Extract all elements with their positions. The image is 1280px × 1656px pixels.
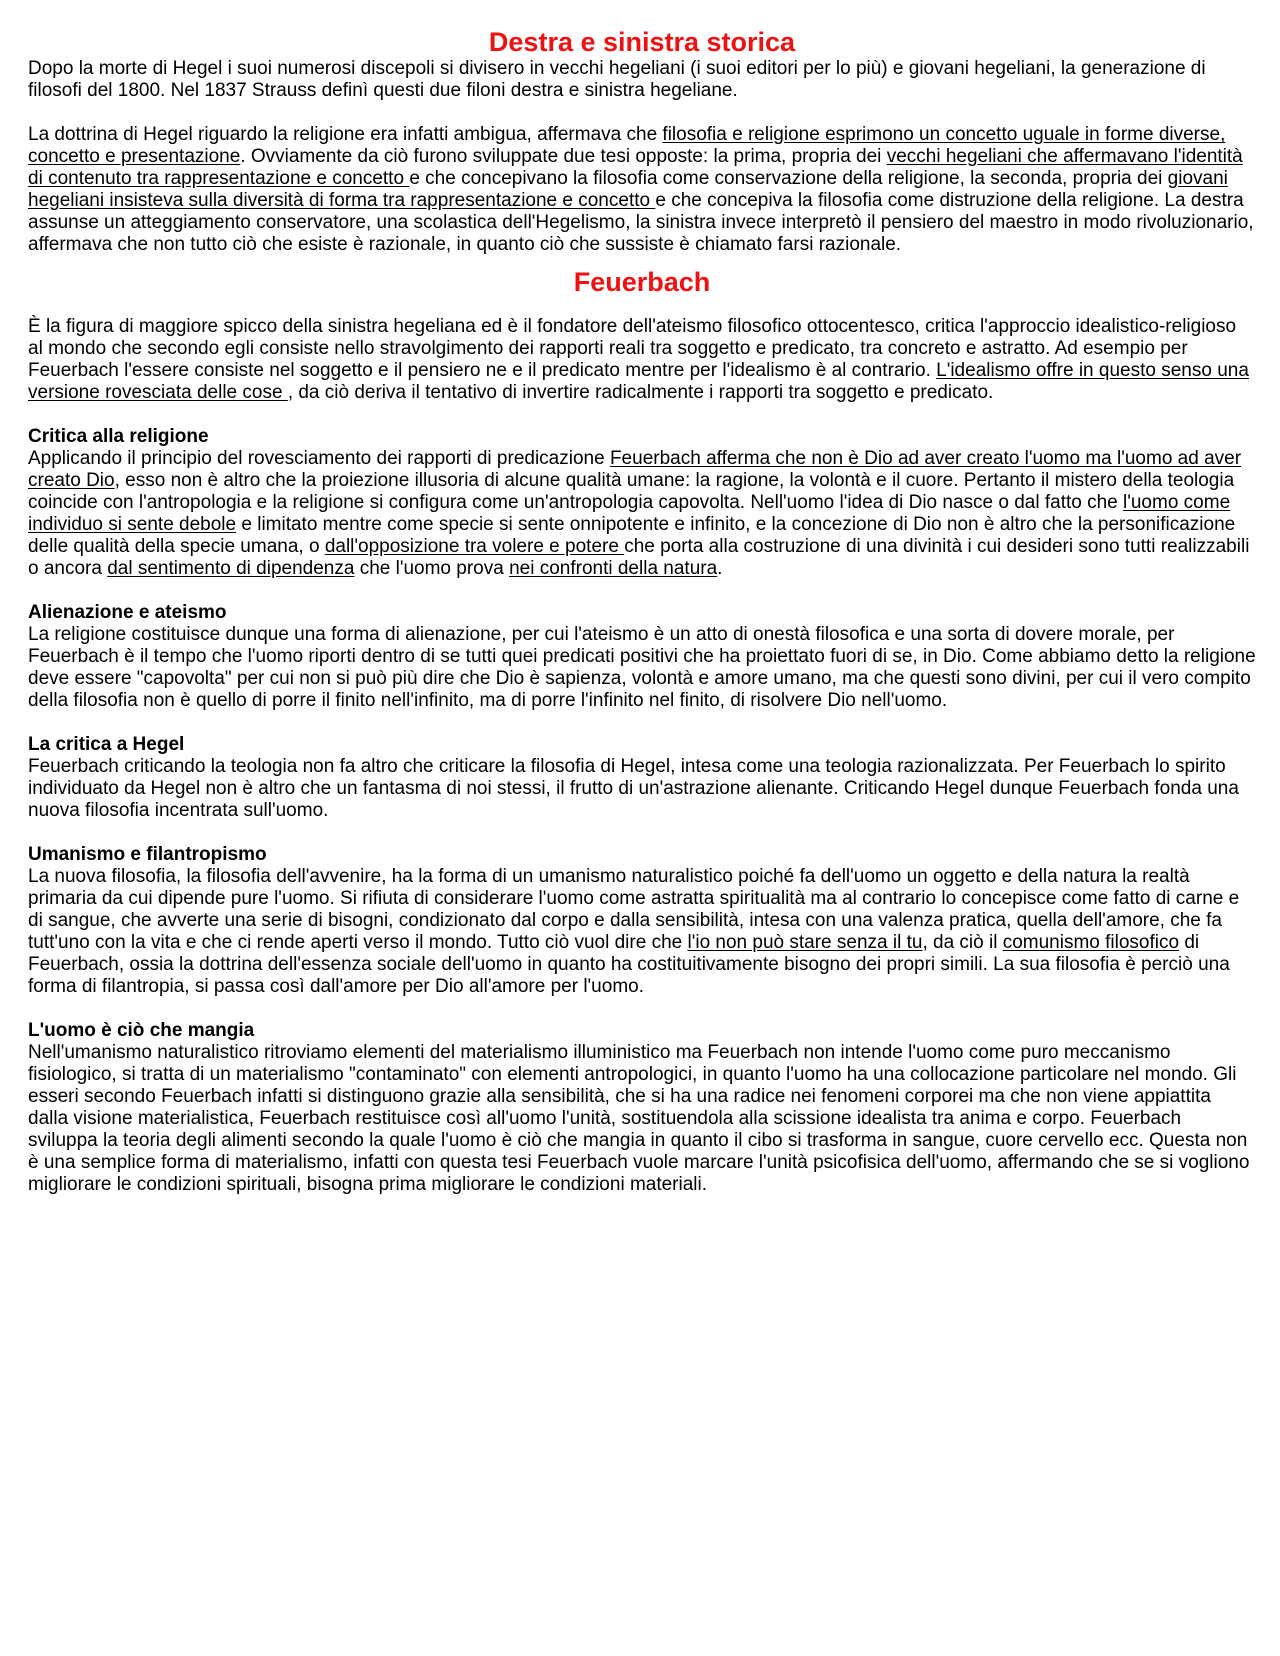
section-title-feuerbach: Feuerbach (573, 267, 711, 297)
underlined-phrase: l'uomo come individuo si sente debole (28, 492, 1231, 535)
underlined-phrase: Feuerbach afferma che non è Dio ad aver creato l'uomo ma l'uomo ad aver creato Dio (28, 448, 1242, 491)
text-run: La dottrina di Hegel riguardo la religione era infatti ambigua, affermava che (28, 124, 663, 145)
subheading-uomo-mangia: L'uomo è ciò che mangia (28, 1020, 255, 1041)
underlined-phrase: l'io non può stare senza il tu (687, 932, 923, 953)
text-run: Applicando il principio del rovesciamento dei rapporti di predicazione (28, 448, 610, 469)
text-run: . (717, 558, 723, 579)
subheading-critica-religione: Critica alla religione (28, 426, 209, 447)
text-run: È la figura di maggiore spicco della sinistra hegeliana ed è il fondatore dell'ateismo filosofico ottocentesco, critica l'approccio idealistico-religioso al mondo che secondo egli consiste nello stravolgimento dei rapporti reali tra soggetto e predicato, tra concreto e astratto. Ad esempio per Feuerbach l'essere consiste nel soggetto e il pensiero ne e il predicato mentre per l'idealismo è al contrario. (28, 316, 1237, 381)
subheading-umanismo: Umanismo e filantropismo (28, 844, 267, 865)
subheading-critica-hegel: La critica a Hegel (28, 734, 185, 755)
underlined-phrase: L'idealismo offre in questo senso una versione rovesciata delle cose (28, 360, 1249, 403)
text-run: e che concepiva la filosofia come distruzione della religione. La destra assunse un atteggiamento conservatore, una scolastica dell'Hegelismo, la sinistra invece interpretò il pensiero del maestro in modo rivoluzionario, affermava che non tutto ciò che esiste è razionale, in quanto ciò che sussiste è chiamato farsi razionale. (28, 190, 1254, 255)
paragraph-critica-religione (28, 448, 1256, 580)
text-run: e che concepivano la filosofia come conservazione della religione, la seconda, propria dei (409, 168, 1168, 189)
paragraph-dottrina-hegel (28, 124, 1256, 256)
text-run: , da ciò il (922, 932, 1003, 953)
underlined-phrase: vecchi hegeliani che affermavano l'identità di contenuto tra rappresentazione e concetto (28, 146, 1243, 189)
paragraph-critica-hegel: Feuerbach criticando la teologia non fa altro che criticare la filosofia di Hegel, intesa come una teologia razionalizzata. Per Feuerbach lo spirito individuato da Hegel non è altro che un fantasma di noi stessi, il frutto di un'astrazione alienante. Criticando Hegel dunque Feuerbach fonda una nuova filosofia incentrata sull'uomo. (28, 756, 1239, 821)
underlined-phrase: giovani hegeliani insisteva sulla diversità di forma tra rappresentazione e concetto (28, 168, 1228, 211)
text-run: , esso non è altro che la proiezione illusoria di alcune qualità umane: la ragione, la volontà e il cuore. Pertanto il mistero della teologia coincide con l'antropologia e la religione si configura come un'antropologia capovolta. Nell'uomo l'idea di Dio nasce o dal fatto che (28, 470, 1235, 513)
paragraph-feuerbach-intro (28, 316, 1256, 404)
paragraph-uomo-mangia: Nell'umanismo naturalistico ritroviamo elementi del materialismo illuministico ma Feuerbach non intende l'uomo come puro meccanismo fisiologico, si tratta di un materialismo "contaminato" con elementi antropologici, in quanto l'uomo ha una collocazione particolare nel mondo. Gli esseri secondo Feuerbach infatti si distinguono grazie alla sensibilità, che si ha una radice nei fenomeni corporei ma che non viene appiattita dalla visione materialistica, Feuerbach restituisce così all'uomo l'unità, sostituendola alla scissione idealista tra anima e corpo. Feuerbach sviluppa la teoria degli alimenti secondo la quale l'uomo è ciò che mangia in quanto il cibo si trasforma in sangue, cuore cervello ecc. Questa non è una semplice forma di materialismo, infatti con questa tesi Feuerbach vuole marcare l'unità psicofisica dell'uomo, affermando che se si vogliono migliorare le condizioni spirituali, bisogna prima migliorare le condizioni materiali. (28, 1042, 1250, 1195)
underlined-phrase: filosofia e religione esprimono un concetto uguale in forme diverse, concetto e presentazione (28, 124, 1226, 167)
text-run: che porta alla costruzione di una divinità i cui desideri sono tutti realizzabili o ancora (28, 536, 1250, 579)
paragraph-intro-hegeliani: Dopo la morte di Hegel i suoi numerosi discepoli si divisero in vecchi hegeliani (i suoi editori per lo più) e giovani hegeliani, la generazione di filosofi del 1800. Nel 1837 Strauss definì questi due filoni destra e sinistra hegeliane. (28, 58, 1206, 101)
text-run: . Ovviamente da ciò furono sviluppate due tesi opposte: la prima, propria dei (240, 146, 887, 167)
document-page (28, 22, 1256, 1196)
underlined-phrase: dal sentimento di dipendenza (107, 558, 355, 579)
underlined-phrase: nei confronti della natura (509, 558, 718, 579)
text-run: che l'uomo prova (354, 558, 510, 579)
text-run: e limitato mentre come specie si sente onnipotente e infinito, e la concezione di Dio non è altro che la personificazione delle qualità della specie umana, o (28, 514, 1236, 557)
text-run: , da ciò deriva il tentativo di invertire radicalmente i rapporti tra soggetto e predicato. (287, 382, 994, 403)
section-title-destra-sinistra: Destra e sinistra storica (488, 27, 796, 57)
paragraph-umanismo (28, 866, 1256, 998)
underlined-phrase: dall'opposizione tra volere e potere (324, 536, 625, 557)
text-run: di Feuerbach, ossia la dottrina dell'essenza sociale dell'uomo in quanto ha costituitivamente bisogno dei propri simili. La sua filosofia è perciò una forma di filantropia, si passa così dall'amore per Dio all'amore per l'uomo. (28, 932, 1230, 997)
paragraph-alienazione: La religione costituisce dunque una forma di alienazione, per cui l'ateismo è un atto di onestà filosofica e una sorta di dovere morale, per Feuerbach è il tempo che l'uomo riporti dentro di se tutti quei predicati positivi che ha proiettato fuori di se, in Dio. Come abbiamo detto la religione deve essere "capovolta" per cui non si può più dire che Dio è sapienza, volontà e amore umano, ma che questi sono divini, per cui il vero compito della filosofia non è quello di porre il finito nell'infinito, ma di porre l'infinito nel finito, di risolvere Dio nell'uomo. (28, 624, 1256, 711)
subheading-alienazione: Alienazione e ateismo (28, 602, 227, 623)
text-run: La nuova filosofia, la filosofia dell'avvenire, ha la forma di un umanismo naturalistico poiché fa dell'uomo un oggetto e della natura la realtà primaria da cui dipende pure l'uomo. Si rifiuta di considerare l'uomo come astratta spiritualità ma al contrario lo concepisce come fatto di carne e di sangue, che avverte una serie di bisogni, condizionato dal corpo e dalla sensibilità, intesa con una valenza pratica, quella dell'amore, che fa tutt'uno con la vita e che ci rende aperti verso il mondo. Tutto ciò vuol dire che (28, 866, 1240, 953)
underlined-phrase: comunismo filosofico (1002, 932, 1180, 953)
